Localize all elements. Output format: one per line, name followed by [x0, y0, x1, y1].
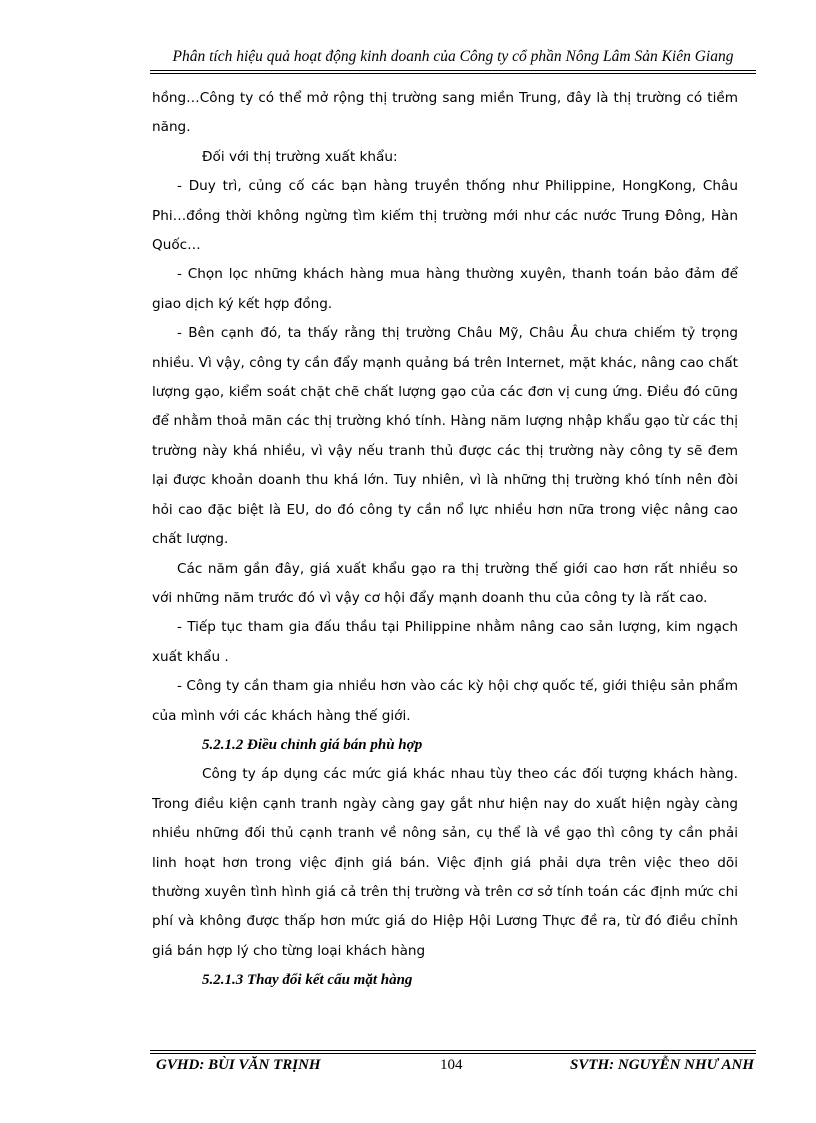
paragraph: Các năm gần đây, giá xuất khẩu gạo ra thị trường thế giới cao hơn rất nhiều so với những năm trước đó vì vậy cơ hội đẩy mạnh doanh thu của công ty là rất cao. — [152, 560, 738, 606]
header-rule — [150, 70, 756, 71]
bullet-paragraph: - Tiếp tục tham gia đấu thầu tại Philippine nhằm nâng cao sản lượng, kim ngạch xuất khẩu . — [152, 619, 738, 665]
paragraph: hồng…Công ty có thể mở rộng thị trường sang miền Trung, đây là thị trường có tiềm năng. — [152, 90, 738, 136]
section-heading: 5.2.1.2 Điều chỉnh giá bán phù hợp — [202, 736, 423, 753]
running-footer — [156, 1057, 754, 1079]
page-number: 104 — [440, 1057, 463, 1073]
paragraph: Đối với thị trường xuất khẩu: — [202, 148, 398, 165]
bullet-paragraph: - Duy trì, củng cố các bạn hàng truyền thống như Philippine, HongKong, Châu Phi…đồng thời không ngừng tìm kiếm thị trường mới như các nước Trung Đông, Hàn Quốc… — [152, 178, 738, 254]
header-rule-inner — [150, 73, 756, 74]
bullet-paragraph: - Bên cạnh đó, ta thấy rằng thị trường Châu Mỹ, Châu Âu chưa chiếm tỷ trọng nhiều. Vì vậy, công ty cần đẩy mạnh quảng bá trên Internet, mặt khác, nâng cao chất lượng gạo, kiểm soát chặt chẽ chất lượng gạo của các đơn vị cung ứng. Điều đó cũng để nhằm thoả mãn các thị trường khó tính. Hàng năm lượng nhập khẩu gạo từ các thị trường này khá nhiều, vì vậy nếu tranh thủ được các thị trường này công ty sẽ đem lại được khoản doanh thu khá lớn. Tuy nhiên, vì là những thị trường khó tính nên đòi hỏi cao đặc biệt là EU, do đó công ty cần nổ lực nhiều hơn nữa trong việc nâng cao chất lượng. — [152, 325, 738, 548]
footer-rule — [150, 1050, 756, 1051]
footer-rule-inner — [150, 1053, 756, 1054]
advisor-label: GVHD: BÙI VĂN TRỊNH — [156, 1057, 321, 1073]
student-label: SVTH: NGUYỄN NHƯ ANH — [570, 1057, 754, 1073]
paragraph: Công ty áp dụng các mức giá khác nhau tùy theo các đối tượng khách hàng. Trong điều kiện cạnh tranh ngày càng gay gắt như hiện nay do xuất hiện ngày càng nhiều những đối thủ cạnh tranh về nông sản, cụ thể là về gạo thì công ty cần phải linh hoạt hơn trong việc định giá bán. Việc định giá phải dựa trên việc theo dõi thường xuyên tình hình giá cả trên thị trường và trên cơ sở tính toán các định mức chi phí và không được thấp hơn mức giá do Hiệp Hội Lương Thực đề ra, từ đó điều chỉnh giá bán hợp lý cho từng loại khách hàng — [152, 766, 738, 959]
running-header: Phân tích hiệu quả hoạt động kinh doanh của Công ty cổ phần Nông Lâm Sản Kiên Giang — [172, 48, 734, 65]
document-body — [152, 84, 738, 996]
bullet-paragraph: - Công ty cần tham gia nhiều hơn vào các kỳ hội chợ quốc tế, giới thiệu sản phẩm của mình với các khách hàng thế giới. — [152, 678, 738, 724]
section-heading: 5.2.1.3 Thay đổi kết cấu mặt hàng — [202, 972, 413, 989]
bullet-paragraph: - Chọn lọc những khách hàng mua hàng thường xuyên, thanh toán bảo đảm để giao dịch ký kết hợp đồng. — [152, 266, 738, 312]
